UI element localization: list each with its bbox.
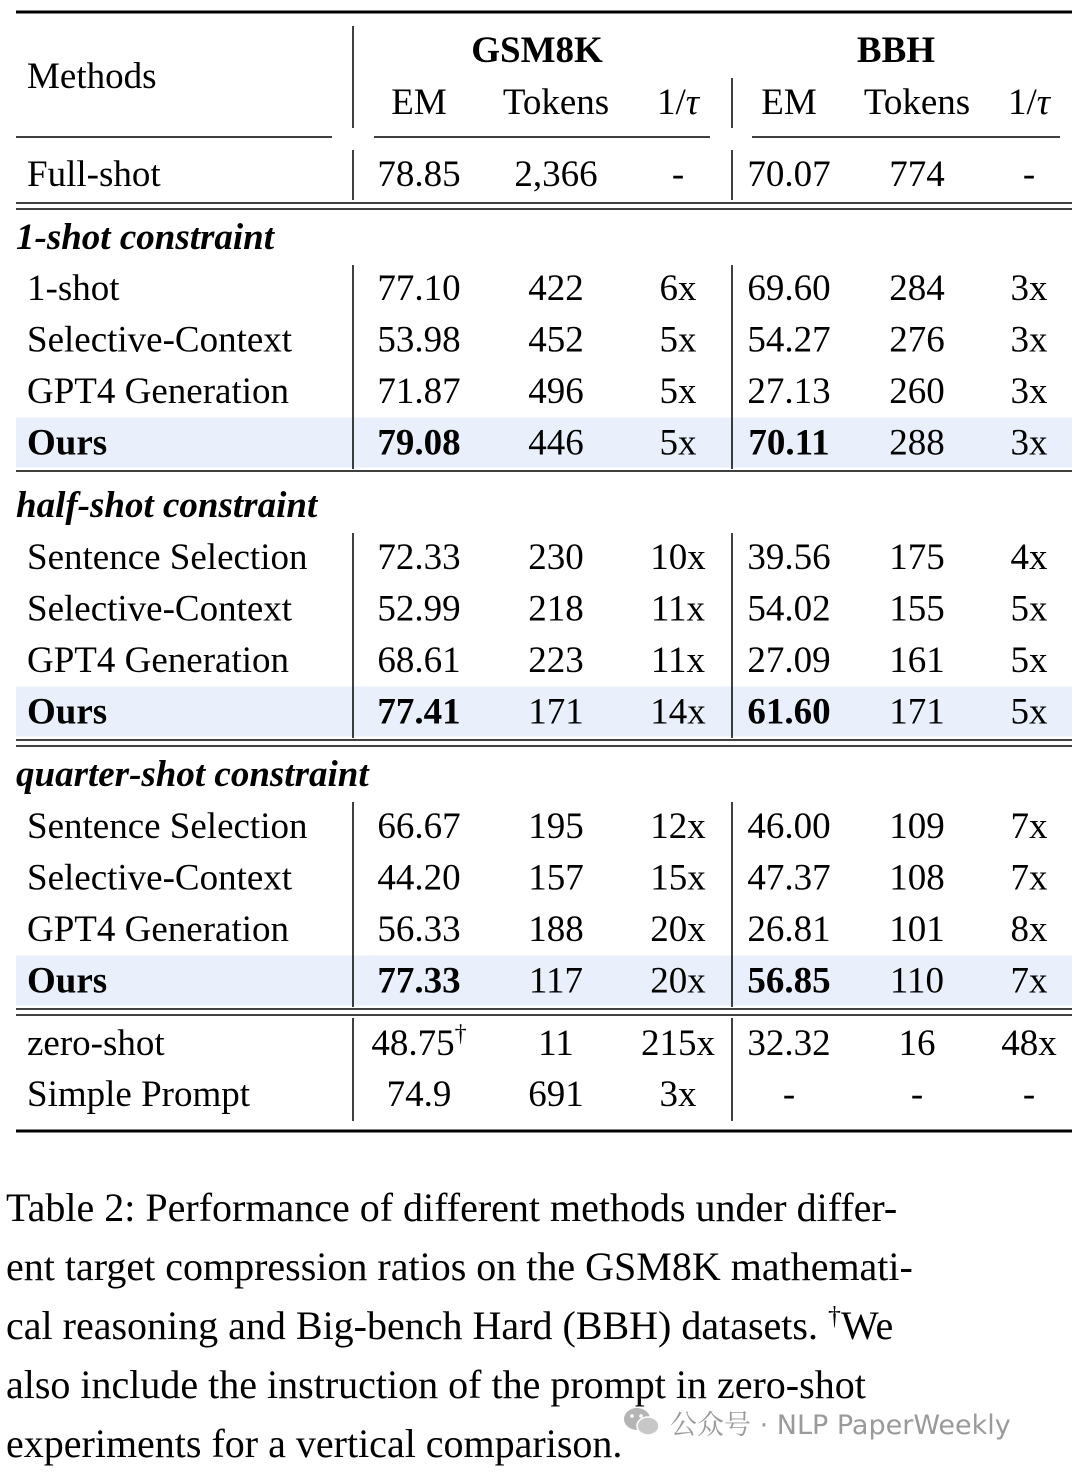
value-cell: 195	[528, 806, 584, 847]
value-cell: 48.75†	[371, 1021, 467, 1064]
value-cell: 56.85	[747, 960, 831, 1002]
value-cell: 5x	[1010, 691, 1048, 733]
dagger-mark: †	[454, 1021, 467, 1047]
value-cell: 5x	[659, 422, 697, 464]
value-cell: 77.33	[377, 960, 461, 1002]
watermark	[622, 1402, 1011, 1442]
value-cell: 16	[898, 1023, 936, 1064]
value-cell: 3x	[1010, 319, 1048, 361]
value-cell: 52.99	[377, 588, 461, 630]
value-cell: 3x	[1010, 268, 1048, 309]
value-cell: -	[1022, 154, 1036, 195]
col-header-gsm-ratio: 1/τ	[656, 82, 700, 123]
value-cell: 44.20	[377, 857, 461, 899]
method-cell: GPT4 Generation	[27, 640, 290, 681]
value-cell: 117	[528, 960, 584, 1002]
value-cell: 496	[528, 371, 584, 412]
method-cell: Ours	[27, 691, 108, 733]
table-row	[27, 1021, 1057, 1064]
value-cell: 70.11	[748, 422, 830, 464]
col-header-bbh-tokens: Tokens	[863, 82, 971, 123]
method-cell: Simple Prompt	[27, 1074, 251, 1115]
value-cell: 3x	[659, 1074, 697, 1115]
caption-line-5: experiments for a vertical comparison.	[6, 1421, 623, 1466]
value-cell: -	[1022, 1074, 1036, 1115]
value-cell: 32.32	[747, 1023, 831, 1064]
table-row	[27, 268, 1048, 309]
value-cell: -	[782, 1074, 796, 1115]
value-cell: 8x	[1010, 909, 1048, 950]
value-cell: 74.9	[386, 1074, 452, 1115]
value-cell: 5x	[659, 371, 697, 412]
value-cell: 5x	[1010, 588, 1048, 630]
value-cell: 11	[538, 1023, 574, 1064]
value-cell: 14x	[650, 691, 706, 733]
value-cell: 48x	[1001, 1023, 1057, 1064]
value-cell: 260	[889, 371, 945, 412]
value-cell: 5x	[1010, 640, 1048, 681]
section-title: 1-shot constraint	[16, 217, 275, 258]
value-cell: 77.10	[377, 268, 461, 309]
value-cell: 61.60	[747, 691, 831, 733]
value-cell: 157	[528, 857, 584, 899]
col-header-gsm-tokens: Tokens	[502, 82, 610, 123]
value-cell: 46.00	[747, 806, 831, 847]
caption-line-2: ent target compression ratios on the GSM8K mathemati-	[6, 1244, 913, 1289]
value-cell: 188	[528, 909, 584, 950]
value-cell: 47.37	[747, 857, 831, 899]
value-cell: 422	[528, 268, 584, 309]
value-cell: 284	[889, 268, 945, 309]
value-cell: 77.41	[377, 691, 461, 733]
method-cell: Sentence Selection	[27, 806, 308, 847]
value-cell: 691	[528, 1074, 584, 1115]
value-cell: 56.33	[377, 909, 461, 950]
watermark-text: 公众号 · NLP PaperWeekly	[670, 1409, 1011, 1441]
value-cell: 20x	[650, 960, 706, 1002]
group-header-gsm8k: GSM8K	[471, 30, 603, 71]
method-cell: zero-shot	[27, 1023, 165, 1064]
group-header-bbh: BBH	[856, 30, 936, 71]
table-row	[27, 858, 1048, 899]
value-cell: 223	[528, 640, 584, 681]
value-cell: 155	[889, 588, 945, 630]
method-cell: Ours	[27, 422, 108, 464]
value-cell: 6x	[659, 268, 697, 309]
table-row	[27, 1074, 1035, 1115]
method-cell: 1-shot	[27, 268, 120, 309]
value-cell: 276	[889, 319, 945, 361]
section-title: quarter-shot constraint	[16, 754, 369, 795]
method-cell: Selective-Context	[27, 319, 293, 361]
value-cell: -	[671, 154, 685, 195]
value-cell: 27.09	[747, 640, 831, 681]
value-cell: 68.61	[377, 640, 461, 681]
value-cell: 53.98	[377, 319, 461, 361]
col-header-gsm-em: EM	[391, 82, 447, 123]
methods-header: Methods	[27, 56, 157, 97]
value-cell: 171	[889, 691, 945, 733]
row-full-shot	[27, 154, 1035, 195]
value-cell: 218	[528, 588, 584, 630]
value-cell: 175	[889, 537, 945, 578]
value-cell: -	[910, 1074, 924, 1115]
value-cell: 774	[889, 154, 945, 195]
method-cell: GPT4 Generation	[27, 909, 290, 950]
value-cell: 54.27	[747, 319, 831, 361]
value-cell: 20x	[650, 909, 706, 950]
value-cell: 110	[889, 960, 945, 1002]
value-cell: 15x	[650, 857, 706, 899]
method-cell: Selective-Context	[27, 857, 293, 899]
value-cell: 108	[889, 857, 945, 899]
value-cell: 7x	[1010, 960, 1048, 1002]
value-cell: 230	[528, 537, 584, 578]
value-cell: 54.02	[747, 588, 831, 630]
method-cell: Selective-Context	[27, 588, 293, 630]
value-cell: 10x	[650, 537, 706, 578]
method-cell: Ours	[27, 960, 108, 1002]
value-cell: 79.08	[377, 422, 461, 464]
table-row	[27, 640, 1048, 681]
caption-line-3: cal reasoning and Big-bench Hard (BBH) datasets. †We	[6, 1301, 894, 1348]
value-cell: 69.60	[747, 268, 831, 309]
value-cell: 27.13	[747, 371, 831, 412]
value-cell: 11x	[650, 588, 706, 630]
col-header-bbh-ratio: 1/τ	[1007, 82, 1051, 123]
value-cell: 4x	[1010, 537, 1048, 578]
table-row	[27, 371, 1048, 412]
value-cell: 2,366	[514, 154, 598, 195]
value-cell: 215x	[641, 1023, 715, 1064]
value-cell: 5x	[659, 319, 697, 361]
value-cell: 288	[889, 422, 945, 464]
col-header-bbh-em: EM	[761, 82, 817, 123]
value-cell: 109	[889, 806, 945, 847]
dagger-mark: †	[827, 1301, 841, 1331]
method-cell: Full-shot	[27, 154, 161, 195]
table-row	[27, 320, 1048, 361]
caption-line-4: also include the instruction of the prompt in zero-shot	[6, 1362, 866, 1407]
table-row	[27, 806, 1048, 847]
value-cell: 161	[889, 640, 945, 681]
value-cell: 70.07	[747, 154, 831, 195]
value-cell: 39.56	[747, 537, 831, 578]
method-cell: GPT4 Generation	[27, 371, 290, 412]
value-cell: 3x	[1010, 422, 1048, 464]
caption-line-1: Table 2: Performance of different methods under differ-	[6, 1185, 898, 1230]
value-cell: 26.81	[747, 909, 831, 950]
table-row	[27, 537, 1048, 578]
value-cell: 101	[889, 909, 945, 950]
value-cell: 11x	[650, 640, 706, 681]
method-cell: Sentence Selection	[27, 537, 308, 578]
value-cell: 446	[528, 422, 584, 464]
wechat-icon	[622, 1405, 662, 1439]
table-row	[27, 589, 1048, 630]
section-title: half-shot constraint	[16, 485, 318, 526]
value-cell: 7x	[1010, 806, 1048, 847]
value-cell: 66.67	[377, 806, 461, 847]
value-cell: 78.85	[377, 154, 461, 195]
value-cell: 71.87	[377, 371, 461, 412]
value-cell: 171	[528, 691, 584, 733]
value-cell: 72.33	[377, 537, 461, 578]
table-row	[27, 909, 1048, 950]
value-cell: 7x	[1010, 857, 1048, 899]
value-cell: 452	[528, 319, 584, 361]
value-cell: 3x	[1010, 371, 1048, 412]
value-cell: 12x	[650, 806, 706, 847]
